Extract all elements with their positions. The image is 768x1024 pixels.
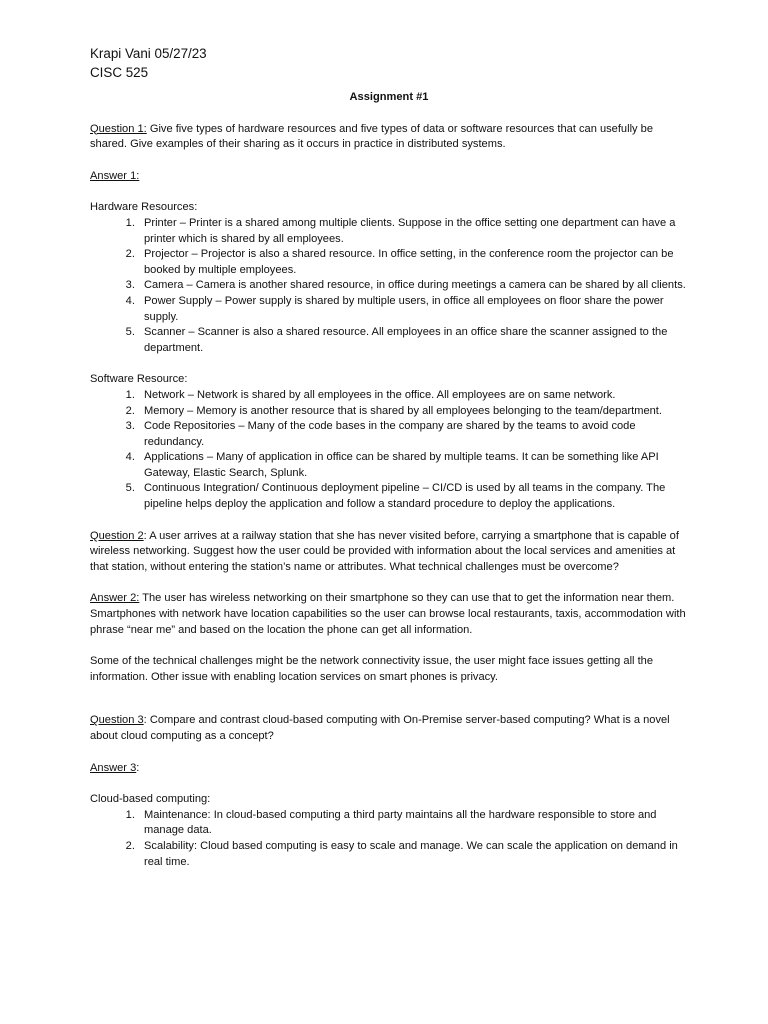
answer-2 bbox=[90, 591, 688, 638]
list-item: 1. Maintenance: In cloud-based computing a third party maintains all the hardware responsible to store and manage data. bbox=[138, 808, 688, 839]
question-2-label: Question 2 bbox=[90, 529, 144, 542]
list-item: 4. Applications – Many of application in office can be shared by multiple teams. It can be something like API Gateway, Elastic Search, Splunk. bbox=[138, 450, 688, 481]
question-3 bbox=[90, 713, 688, 744]
question-1-text: Give five types of hardware resources and five types of data or software resources that can usefully be shared. Give examples of their sharing as it occurs in practice in distributed systems. bbox=[90, 122, 654, 151]
list-item: 5. Continuous Integration/ Continuous deployment pipeline – CI/CD is used by all teams in the company. The pipeline helps deploy the application and follow a standard procedure to deploy the applications. bbox=[138, 481, 688, 512]
question-1-label: Question 1: bbox=[90, 122, 147, 135]
answer-1-label: Answer 1: bbox=[90, 169, 140, 182]
hardware-heading: Hardware Resources: bbox=[90, 201, 198, 214]
list-item: 5. Scanner – Scanner is also a shared resource. All employees in an office share the scanner assigned to the department. bbox=[138, 325, 688, 356]
software-heading: Software Resource: bbox=[90, 373, 188, 386]
list-item: 2. Memory – Memory is another resource that is shared by all employees belonging to the team/department. bbox=[138, 404, 688, 420]
question-2 bbox=[90, 529, 688, 576]
author-date: Krapi Vani 05/27/23 bbox=[90, 46, 207, 61]
list-item: 4. Power Supply – Power supply is shared by multiple users, in office all employees on floor share the power supply. bbox=[138, 294, 688, 325]
cloud-heading: Cloud-based computing: bbox=[90, 793, 211, 806]
question-1 bbox=[90, 122, 688, 153]
answer-2-text: The user has wireless networking on their smartphone so they can use that to get the information near them. Smartphones with network have location capabilities so the user can browse local restaurants, taxis, accommodation with phrase “near me” and based on the location the phone can get all information. bbox=[90, 592, 686, 636]
list-item: 1. Network – Network is shared by all employees in the office. All employees are on same network. bbox=[138, 388, 688, 404]
assignment-title: Assignment #1 bbox=[349, 91, 429, 103]
course-code: CISC 525 bbox=[90, 65, 149, 80]
list-item: 3. Code Repositories – Many of the code bases in the company are shared by the teams to avoid code redundancy. bbox=[138, 419, 688, 450]
list-item: 1. Printer – Printer is a shared among multiple clients. Suppose in the office setting one department can have a printer which is shared by all employees. bbox=[138, 216, 688, 247]
hardware-list bbox=[90, 216, 688, 356]
answer-3-label: Answer 3: bbox=[90, 761, 140, 774]
question-3-text: : Compare and contrast cloud-based computing with On-Premise server-based computing? What is a novel about cloud computing as a concept? bbox=[90, 714, 670, 742]
answer-2-label: Answer 2: bbox=[90, 592, 140, 605]
list-item: 3. Camera – Camera is another shared resource, in office during meetings a camera can be shared by all clients. bbox=[138, 278, 688, 294]
answer-2-challenges: Some of the technical challenges might be the network connectivity issue, the user might face issues getting all the information. Other issue with enabling location services on smart phones is privacy. bbox=[90, 655, 654, 683]
list-item: 2. Projector – Projector is also a shared resource. In office setting, in the conference room the projector can be booked by multiple employees. bbox=[138, 247, 688, 278]
cloud-list bbox=[90, 808, 688, 870]
question-3-label: Question 3 bbox=[90, 714, 144, 727]
list-item: 2. Scalability: Cloud based computing is easy to scale and manage. We can scale the application on demand in real time. bbox=[138, 839, 688, 870]
question-2-text: : A user arrives at a railway station that she has never visited before, carrying a smartphone that is capable of wireless networking. Suggest how the user could be provided with information about the local services and amenities at that station, without entering the station’s name or attributes. What technical challenges must be overcome? bbox=[90, 529, 679, 573]
software-list bbox=[90, 388, 688, 513]
